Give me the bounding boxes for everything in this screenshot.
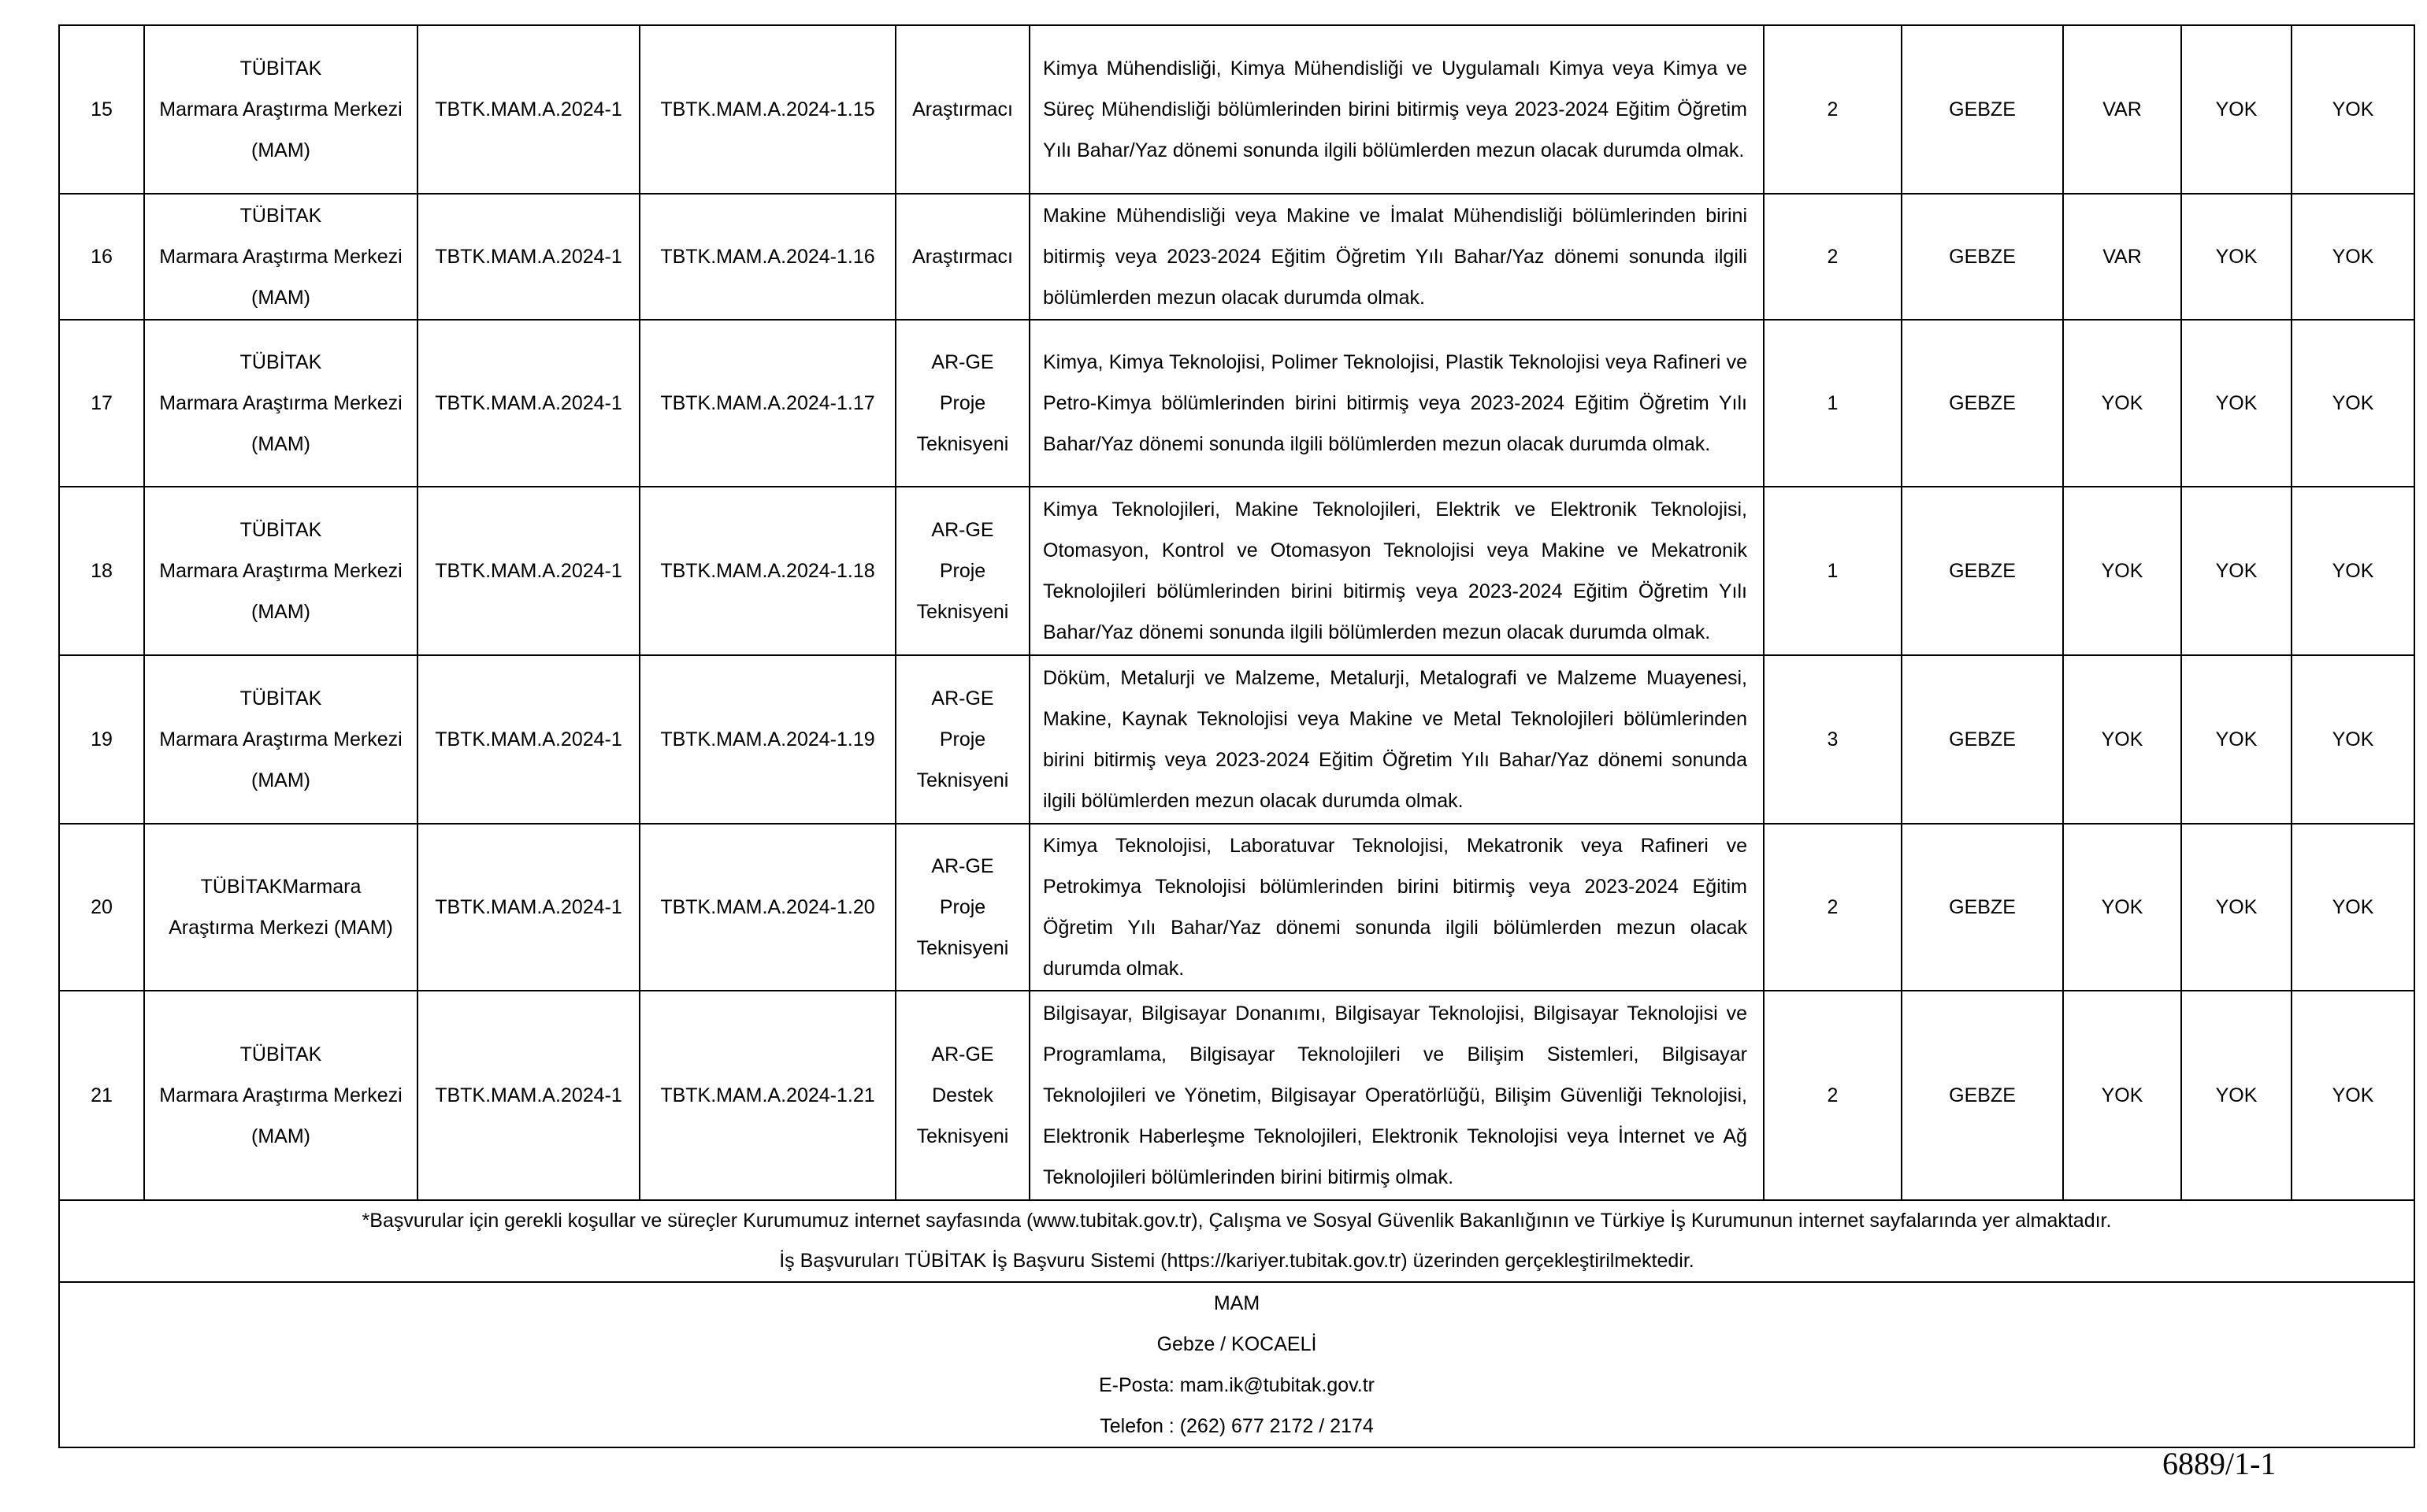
col-a-cell: YOK <box>2063 320 2181 487</box>
position-title-line: AR-GE <box>931 687 994 710</box>
position-title <box>896 991 1030 1200</box>
position-count: 2 <box>1764 991 1902 1200</box>
col-c-cell: YOK <box>2292 194 2414 320</box>
table-row <box>59 487 2414 655</box>
position-code: TBTK.MAM.A.2024-1.21 <box>640 991 896 1200</box>
location-cell: GEBZE <box>1902 655 2063 824</box>
institution-cell-line: Marmara Araştırma Merkezi <box>159 1084 403 1106</box>
table-row <box>59 991 2414 1200</box>
position-count: 3 <box>1764 655 1902 824</box>
col-c-cell: YOK <box>2292 320 2414 487</box>
location-cell: GEBZE <box>1902 991 2063 1200</box>
table-row <box>59 824 2414 991</box>
position-title-line: Araştırmacı <box>912 246 1013 268</box>
col-c-cell: YOK <box>2292 25 2414 194</box>
contact-email: E-Posta: mam.ik@tubitak.gov.tr <box>1098 1374 1375 1396</box>
position-code: TBTK.MAM.A.2024-1.16 <box>640 194 896 320</box>
col-a-cell: VAR <box>2063 25 2181 194</box>
institution-cell-line: TÜBİTAKMarmara <box>200 876 362 898</box>
col-b-cell: YOK <box>2181 655 2292 824</box>
institution-cell-line: (MAM) <box>251 601 310 623</box>
institution-cell <box>144 991 417 1200</box>
institution-cell-line: Araştırma Merkezi (MAM) <box>169 917 393 939</box>
location-cell: GEBZE <box>1902 487 2063 655</box>
requirements-cell: Makine Mühendisliği veya Makine ve İmalat Mühendisliği bölümlerinden birini bitirmiş veya 2023-2024 Eğitim Öğretim Yılı Bahar/Yaz dönemi sonunda ilgili bölümlerden mezun olacak durumda olmak. <box>1030 194 1764 320</box>
position-title-line: AR-GE <box>931 855 994 877</box>
footer-note-row <box>59 1200 2414 1282</box>
requirements-cell: Kimya, Kimya Teknolojisi, Polimer Teknolojisi, Plastik Teknolojisi veya Rafineri ve Petro-Kimya bölümlerinden birini bitirmiş veya 2023-2024 Eğitim Öğretim Yılı Bahar/Yaz dönemi sonunda ilgili bölümlerden mezun olacak durumda olmak. <box>1030 320 1764 487</box>
location-cell: GEBZE <box>1902 824 2063 991</box>
position-code: TBTK.MAM.A.2024-1.15 <box>640 25 896 194</box>
position-title-line: Teknisyeni <box>916 601 1009 623</box>
position-title-line: Proje <box>939 728 986 750</box>
institution-cell-line: (MAM) <box>251 1125 310 1147</box>
position-title-line: Proje <box>939 896 986 918</box>
institution-cell-line: (MAM) <box>251 433 310 455</box>
row-number: 16 <box>59 194 144 320</box>
institution-cell-line: TÜBİTAK <box>239 519 322 541</box>
row-number: 20 <box>59 824 144 991</box>
footer-note-line: İş Başvuruları TÜBİTAK İş Başvuru Sistemi (https://kariyer.tubitak.gov.tr) üzerinden gerçekleştirilmektedir. <box>779 1250 1694 1272</box>
requirements-cell: Kimya Teknolojileri, Makine Teknolojileri, Elektrik ve Elektronik Teknolojisi, Otomasyon, Kontrol ve Otomasyon Teknolojisi veya Makine ve Mekatronik Teknolojileri bölümlerinden birini bitirmiş veya 2023-2024 Eğitim Öğretim Yılı Bahar/Yaz dönemi sonunda ilgili bölümlerden mezun olacak durumda olmak. <box>1030 487 1764 655</box>
institution-cell-line: Marmara Araştırma Merkezi <box>159 246 403 268</box>
location-cell: GEBZE <box>1902 194 2063 320</box>
col-b-cell: YOK <box>2181 25 2292 194</box>
institution-cell-line: Marmara Araştırma Merkezi <box>159 560 403 582</box>
announcement-code: TBTK.MAM.A.2024-1 <box>417 320 640 487</box>
institution-cell <box>144 25 417 194</box>
position-title-line: Araştırmacı <box>912 98 1013 120</box>
announcement-code: TBTK.MAM.A.2024-1 <box>417 991 640 1200</box>
contact-unit: MAM <box>1213 1292 1260 1314</box>
position-count: 2 <box>1764 824 1902 991</box>
announcement-code: TBTK.MAM.A.2024-1 <box>417 824 640 991</box>
position-title-line: Teknisyeni <box>916 433 1009 455</box>
position-title <box>896 655 1030 824</box>
position-code: TBTK.MAM.A.2024-1.17 <box>640 320 896 487</box>
institution-cell-line: TÜBİTAK <box>239 1043 322 1065</box>
institution-cell-line: TÜBİTAK <box>239 57 322 80</box>
col-c-cell: YOK <box>2292 655 2414 824</box>
footer-note-line: *Başvurular için gerekli koşullar ve süreçler Kurumumuz internet sayfasında (www.tubitak.gov.tr), Çalışma ve Sosyal Güvenlik Bakanlığının ve Türkiye İş Kurumunun internet sayfalarında yer almaktadır. <box>362 1210 2112 1232</box>
page-reference: 6889/1-1 <box>2162 1446 2277 1481</box>
announcement-code: TBTK.MAM.A.2024-1 <box>417 194 640 320</box>
position-title <box>896 824 1030 991</box>
table-row <box>59 320 2414 487</box>
table-row <box>59 194 2414 320</box>
table-body <box>59 25 2414 1200</box>
position-title-line: AR-GE <box>931 351 994 373</box>
institution-cell <box>144 194 417 320</box>
contact-phone: Telefon : (262) 677 2172 / 2174 <box>1100 1415 1374 1437</box>
footer-note <box>59 1200 2414 1282</box>
institution-cell <box>144 320 417 487</box>
row-number: 19 <box>59 655 144 824</box>
position-title-line: Proje <box>939 560 986 582</box>
position-title-line: AR-GE <box>931 1043 994 1065</box>
table-row <box>59 25 2414 194</box>
position-code: TBTK.MAM.A.2024-1.19 <box>640 655 896 824</box>
position-title <box>896 25 1030 194</box>
position-title <box>896 487 1030 655</box>
announcement-code: TBTK.MAM.A.2024-1 <box>417 487 640 655</box>
institution-cell-line: Marmara Araştırma Merkezi <box>159 728 403 750</box>
table-row <box>59 655 2414 824</box>
position-title-line: Teknisyeni <box>916 937 1009 959</box>
position-title <box>896 320 1030 487</box>
col-a-cell: YOK <box>2063 824 2181 991</box>
col-c-cell: YOK <box>2292 824 2414 991</box>
row-number: 17 <box>59 320 144 487</box>
position-title-line: Teknisyeni <box>916 769 1009 791</box>
col-b-cell: YOK <box>2181 194 2292 320</box>
requirements-cell: Kimya Mühendisliği, Kimya Mühendisliği ve Uygulamalı Kimya veya Kimya ve Süreç Mühendisliği bölümlerinden birini bitirmiş veya 2023-2024 Eğitim Öğretim Yılı Bahar/Yaz dönemi sonunda ilgili bölümlerden mezun olacak durumda olmak. <box>1030 25 1764 194</box>
positions-table <box>58 24 2415 1448</box>
contact-address: Gebze / KOCAELİ <box>1156 1333 1317 1355</box>
institution-cell-line: (MAM) <box>251 139 310 161</box>
row-number: 21 <box>59 991 144 1200</box>
location-cell: GEBZE <box>1902 320 2063 487</box>
position-count: 2 <box>1764 194 1902 320</box>
requirements-cell: Döküm, Metalurji ve Malzeme, Metalurji, Metalografi ve Malzeme Muayenesi, Makine, Kaynak Teknolojisi veya Makine ve Metal Teknolojileri bölümlerinden birini bitirmiş veya 2023-2024 Eğitim Öğretim Yılı Bahar/Yaz dönemi sonunda ilgili bölümlerden mezun olacak durumda olmak. <box>1030 655 1764 824</box>
position-count: 2 <box>1764 25 1902 194</box>
institution-cell-line: Marmara Araştırma Merkezi <box>159 98 403 120</box>
requirements-cell: Bilgisayar, Bilgisayar Donanımı, Bilgisayar Teknolojisi, Bilgisayar Teknolojisi ve Programlama, Bilgisayar Teknolojileri ve Bilişim Sistemleri, Bilgisayar Teknolojileri ve Yönetim, Bilgisayar Operatörlüğü, Bilişim Güvenliği Teknolojisi, Elektronik Haberleşme Teknolojileri, Elektronik Teknolojisi veya İnternet ve Ağ Teknolojileri bölümlerinden birini bitirmiş olmak. <box>1030 991 1764 1200</box>
col-b-cell: YOK <box>2181 824 2292 991</box>
requirements-cell: Kimya Teknolojisi, Laboratuvar Teknolojisi, Mekatronik veya Rafineri ve Petrokimya Teknolojisi bölümlerinden birini bitirmiş veya 2023-2024 Eğitim Öğretim Yılı Bahar/Yaz dönemi sonunda ilgili bölümlerden mezun olacak durumda olmak. <box>1030 824 1764 991</box>
institution-cell-line: TÜBİTAK <box>239 351 322 373</box>
position-title-line: Proje <box>939 392 986 414</box>
announcement-code: TBTK.MAM.A.2024-1 <box>417 655 640 824</box>
col-c-cell: YOK <box>2292 991 2414 1200</box>
row-number: 15 <box>59 25 144 194</box>
col-a-cell: YOK <box>2063 487 2181 655</box>
position-title <box>896 194 1030 320</box>
row-number: 18 <box>59 487 144 655</box>
col-b-cell: YOK <box>2181 487 2292 655</box>
col-a-cell: VAR <box>2063 194 2181 320</box>
col-a-cell: YOK <box>2063 991 2181 1200</box>
position-title-line: Teknisyeni <box>916 1125 1009 1147</box>
position-count: 1 <box>1764 487 1902 655</box>
institution-cell <box>144 655 417 824</box>
institution-cell <box>144 487 417 655</box>
position-code: TBTK.MAM.A.2024-1.18 <box>640 487 896 655</box>
position-count: 1 <box>1764 320 1902 487</box>
institution-cell-line: Marmara Araştırma Merkezi <box>159 392 403 414</box>
institution-cell-line: TÜBİTAK <box>239 205 322 227</box>
col-b-cell: YOK <box>2181 991 2292 1200</box>
announcement-code: TBTK.MAM.A.2024-1 <box>417 25 640 194</box>
institution-cell-line: (MAM) <box>251 769 310 791</box>
contact-row <box>59 1282 2414 1447</box>
position-code: TBTK.MAM.A.2024-1.20 <box>640 824 896 991</box>
contact-block <box>59 1282 2414 1447</box>
location-cell: GEBZE <box>1902 25 2063 194</box>
col-c-cell: YOK <box>2292 487 2414 655</box>
institution-cell-line: TÜBİTAK <box>239 687 322 710</box>
institution-cell-line: (MAM) <box>251 287 310 309</box>
col-a-cell: YOK <box>2063 655 2181 824</box>
position-title-line: Destek <box>932 1084 993 1106</box>
institution-cell <box>144 824 417 991</box>
position-title-line: AR-GE <box>931 519 994 541</box>
col-b-cell: YOK <box>2181 320 2292 487</box>
